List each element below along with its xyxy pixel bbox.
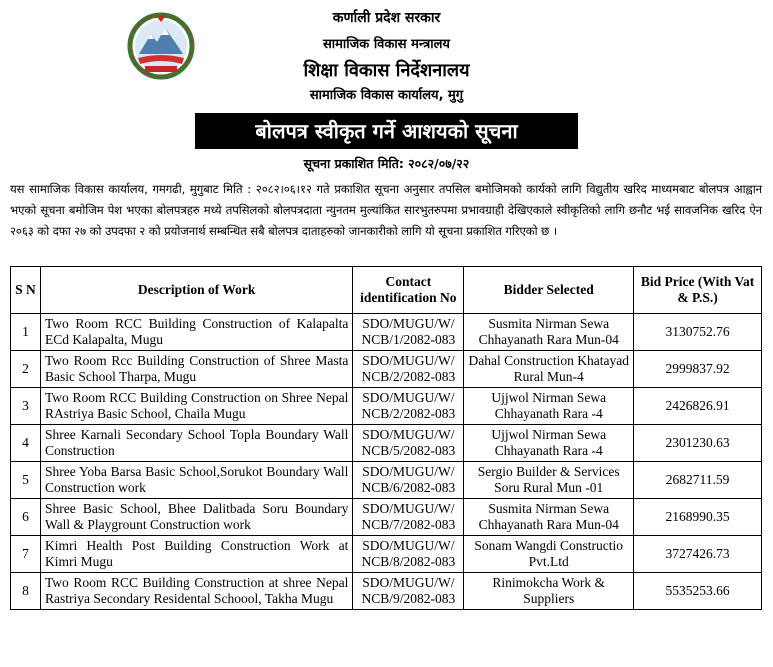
row-contact-id: SDO/MUGU/W/ NCB/8/2082-083 [353, 536, 464, 573]
table-row [11, 499, 762, 536]
bid-results-table [10, 266, 762, 610]
row-sn: 5 [11, 462, 41, 499]
row-contact-id: SDO/MUGU/W/ NCB/9/2082-083 [353, 573, 464, 610]
row-price: 2426826.91 [634, 388, 762, 425]
ministry-name: सामाजिक विकास मन्त्रालय [323, 37, 450, 52]
row-contact-id: SDO/MUGU/W/ NCB/2/2082-083 [353, 388, 464, 425]
row-sn: 7 [11, 536, 41, 573]
header-bidder: Bidder Selected [464, 267, 634, 314]
header-contact: Contact identification No [353, 267, 464, 314]
row-price: 2168990.35 [634, 499, 762, 536]
row-sn: 4 [11, 425, 41, 462]
table-row [11, 314, 762, 351]
row-price: 2682711.59 [634, 462, 762, 499]
row-contact-id: SDO/MUGU/W/ NCB/7/2082-083 [353, 499, 464, 536]
row-price: 5535253.66 [634, 573, 762, 610]
row-price: 2999837.92 [634, 351, 762, 388]
notice-title: बोलपत्र स्वीकृत गर्ने आशयको सूचना [195, 113, 578, 149]
row-description: Shree Yoba Barsa Basic School,Sorukot Boundary Wall Construction work [40, 462, 352, 499]
row-bidder: Rinimokcha Work & Suppliers [464, 573, 634, 610]
directorate-name: शिक्षा विकास निर्देशनालय [303, 60, 470, 81]
row-bidder: Susmita Nirman Sewa Chhayanath Rara Mun-04 [464, 314, 634, 351]
row-sn: 2 [11, 351, 41, 388]
row-sn: 1 [11, 314, 41, 351]
row-bidder: Susmita Nirman Sewa Chhayanath Rara Mun-04 [464, 499, 634, 536]
table-row [11, 425, 762, 462]
row-bidder: Ujjwol Nirman Sewa Chhayanath Rara -4 [464, 425, 634, 462]
row-bidder: Sonam Wangdi Constructio Pvt.Ltd [464, 536, 634, 573]
row-bidder: Dahal Construction Khatayad Rural Mun-4 [464, 351, 634, 388]
table-row [11, 351, 762, 388]
publication-date: सूचना प्रकाशित मिति: २०८२/०७/२२ [303, 156, 470, 171]
row-sn: 8 [11, 573, 41, 610]
row-description: Two Room RCC Building Construction of Kalapalta ECd Kalapalta, Mugu [40, 314, 352, 351]
province-government-name: कर्णाली प्रदेश सरकार [332, 10, 441, 26]
row-contact-id: SDO/MUGU/W/ NCB/2/2082-083 [353, 351, 464, 388]
header-sn: S N [11, 267, 41, 314]
row-description: Shree Karnali Secondary School Topla Boundary Wall Construction [40, 425, 352, 462]
row-price: 3727426.73 [634, 536, 762, 573]
row-contact-id: SDO/MUGU/W/ NCB/6/2082-083 [353, 462, 464, 499]
header-price: Bid Price (With Vat & P.S.) [634, 267, 762, 314]
row-price: 2301230.63 [634, 425, 762, 462]
header-description: Description of Work [40, 267, 352, 314]
row-description: Two Room Rcc Building Construction of Shree Masta Basic School Tharpa, Mugu [40, 351, 352, 388]
row-bidder: Ujjwol Nirman Sewa Chhayanath Rara -4 [464, 388, 634, 425]
row-sn: 3 [11, 388, 41, 425]
notice-paragraph: यस सामाजिक विकास कार्यालय, गमगढी, मुगुबाट मिति : २०८२।०६।१२ गते प्रकाशित सूचना अनुसार तपसिल बमोजिमको कार्यको लागि विद्युतीय खरिद माध्यमबाट बोलपत्र आह्वान भएको सूचना बमोजिम पेश भएका बोलपत्रहरु मध्ये तपसिलको बोलपत्रदाता न्युनतम मुल्यांकित सारभुतरुपमा प्रभावग्राही देखिएकाले स्वीकृतिको लागि छनौट भई सावजनिक खरिद ऐन २०६३ को दफा २७ को उपदफा २ को प्रयोजनार्थ सम्बन्धित सबै बोलपत्र दाताहरुको जानकारीको लागि यो सूचना प्रकाशित गरिएको छ । [10, 182, 762, 238]
row-price: 3130752.76 [634, 314, 762, 351]
row-contact-id: SDO/MUGU/W/ NCB/1/2082-083 [353, 314, 464, 351]
row-description: Two Room RCC Building Construction on Shree Nepal RAstriya Basic School, Chaila Mugu [40, 388, 352, 425]
row-description: Shree Basic School, Bhee Dalitbada Soru Boundary Wall & Playgrount Construction work [40, 499, 352, 536]
table-row [11, 388, 762, 425]
row-description: Kimri Health Post Building Construction Work at Kimri Mugu [40, 536, 352, 573]
row-bidder: Sergio Builder & Services Soru Rural Mun -01 [464, 462, 634, 499]
row-sn: 6 [11, 499, 41, 536]
table-row [11, 462, 762, 499]
table-row [11, 536, 762, 573]
row-description: Two Room RCC Building Construction at shree Nepal Rastriya Secondary Residental Schoool, Takha Mugu [40, 573, 352, 610]
table-row [11, 573, 762, 610]
office-name: सामाजिक विकास कार्यालय, मुगु [309, 88, 464, 103]
row-contact-id: SDO/MUGU/W/ NCB/5/2082-083 [353, 425, 464, 462]
table-header-row [11, 267, 762, 314]
